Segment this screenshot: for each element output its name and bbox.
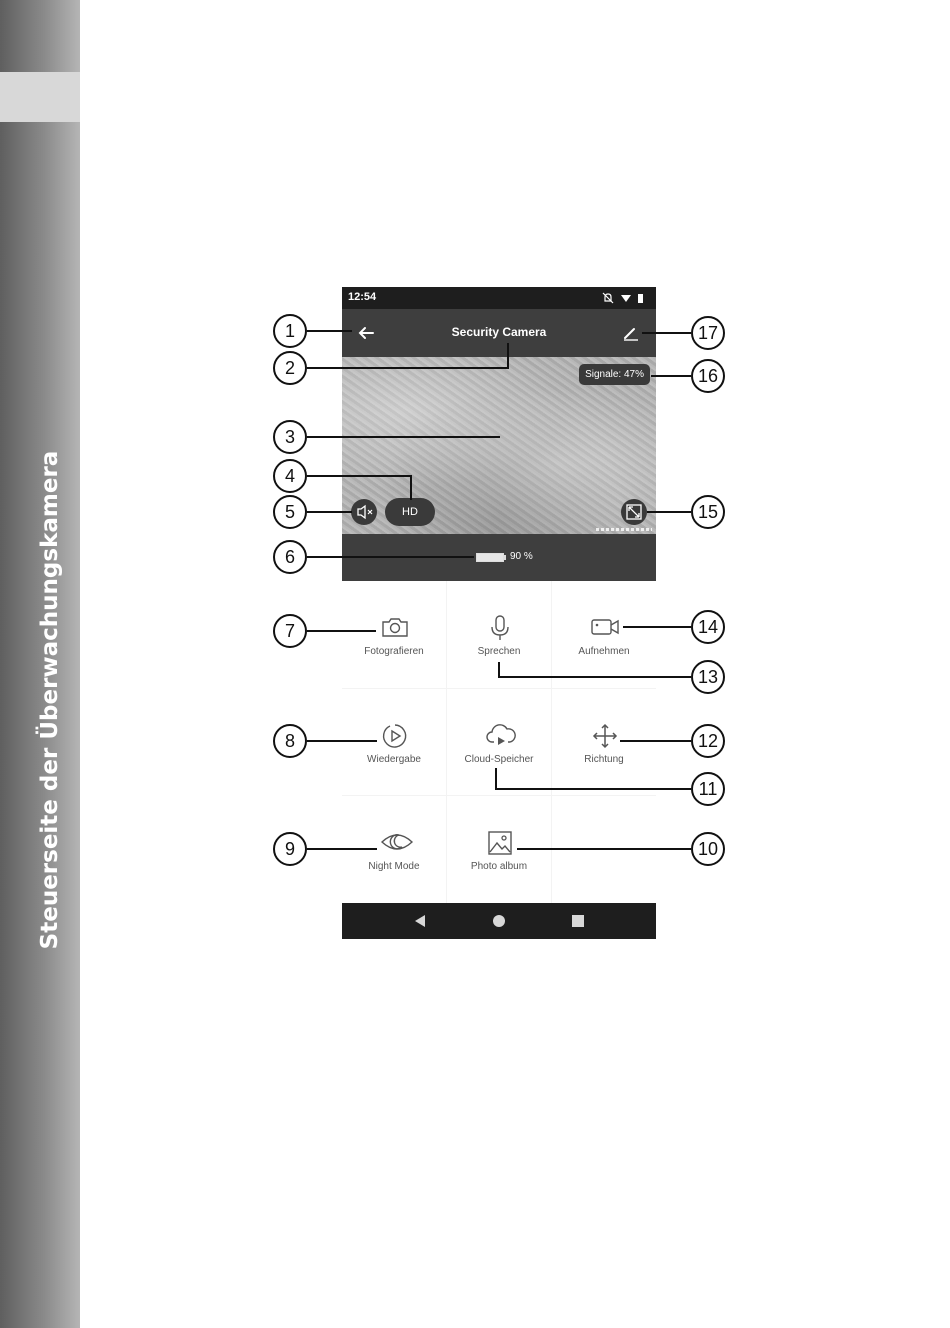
page-title: Security Camera — [451, 325, 547, 339]
callout-17: 17 — [691, 316, 725, 350]
record-button[interactable]: Aufnehmen — [552, 581, 656, 688]
callout-11: 11 — [691, 772, 725, 806]
callout-6: 6 — [273, 540, 307, 574]
callout-2: 2 — [273, 351, 307, 385]
photo-album-button[interactable]: Photo album — [447, 796, 551, 903]
callout-9: 9 — [273, 832, 307, 866]
status-time: 12:54 — [348, 291, 377, 303]
photo-button[interactable]: Fotografieren — [342, 581, 446, 688]
signal-strength-badge: Signale: 47% — [579, 364, 650, 385]
callout-12: 12 — [691, 724, 725, 758]
callout-4: 4 — [273, 459, 307, 493]
hd-quality-button[interactable]: HD — [385, 498, 435, 526]
direction-button[interactable]: Richtung — [552, 689, 656, 796]
callout-16: 16 — [691, 359, 725, 393]
callout-8: 8 — [273, 724, 307, 758]
callout-10: 10 — [691, 832, 725, 866]
callout-15: 15 — [691, 495, 725, 529]
cloud-storage-button[interactable]: Cloud-Speicher — [447, 689, 551, 796]
battery-level: 90 % — [510, 551, 533, 562]
section-title: Steuerseite der Überwachungskamera — [37, 450, 63, 950]
callout-3: 3 — [273, 420, 307, 454]
playback-button[interactable]: Wiedergabe — [342, 689, 446, 796]
callout-13: 13 — [691, 660, 725, 694]
speak-button[interactable]: Sprechen — [447, 581, 551, 688]
callout-14: 14 — [691, 610, 725, 644]
callout-5: 5 — [273, 495, 307, 529]
night-mode-button[interactable]: Night Mode — [342, 796, 446, 903]
callout-7: 7 — [273, 614, 307, 648]
callout-1: 1 — [273, 314, 307, 348]
